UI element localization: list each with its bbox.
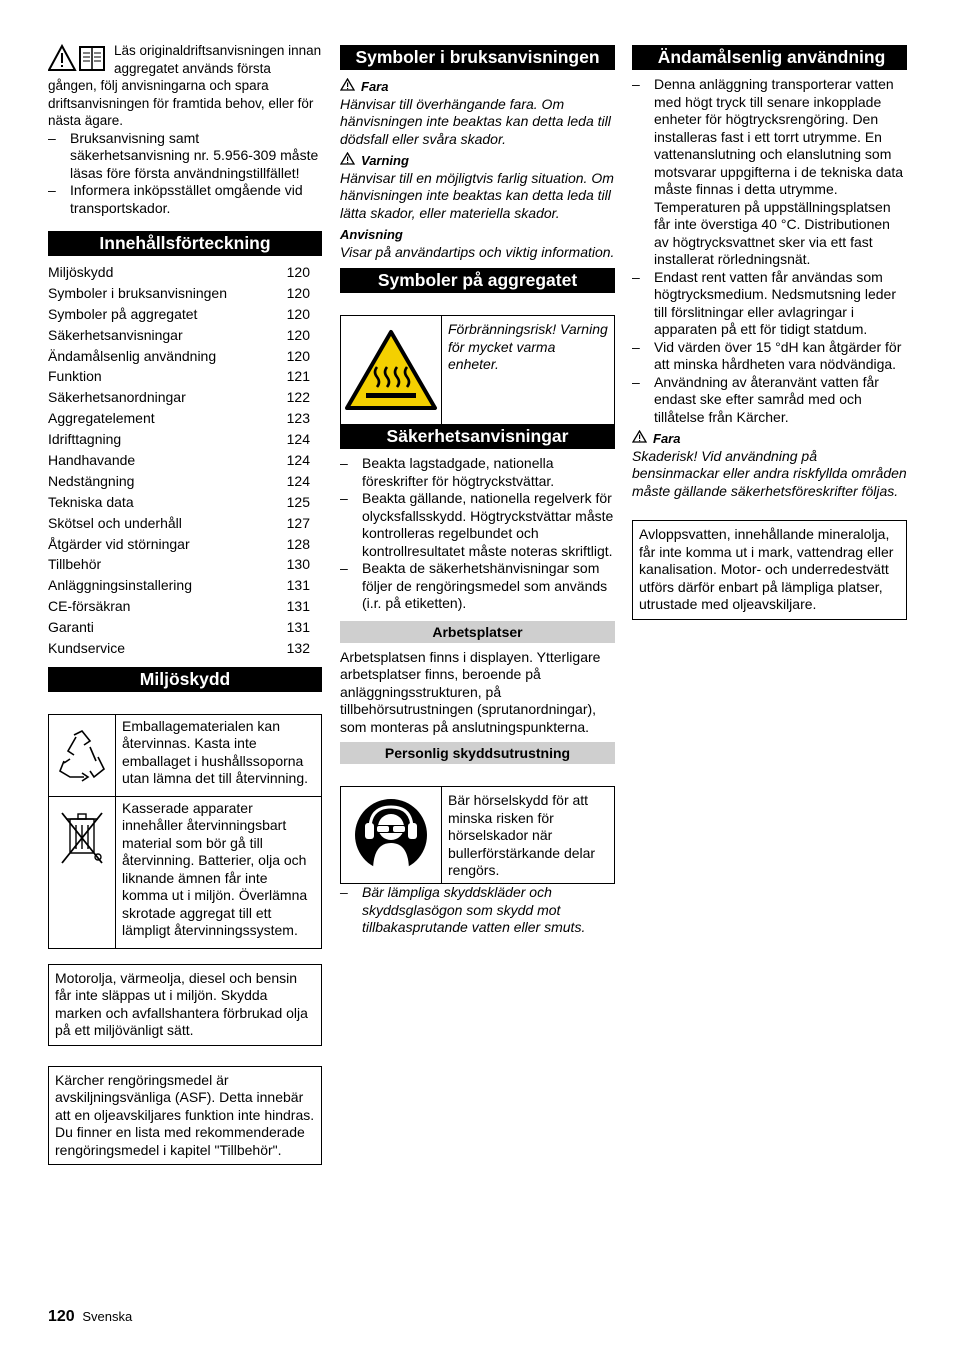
ppe-list	[340, 884, 615, 937]
ppe-symbol-table	[340, 786, 615, 884]
note-label: Anvisning	[340, 227, 403, 242]
table-cell: Emballagematerialen kan återvinnas. Kasta inte emballaget i hushållssoporna utan lämna det till återvinning.	[122, 717, 308, 787]
toc-entry-label: Symboler på aggregatet	[48, 305, 198, 322]
symbols-unit-heading: Symboler på aggregatet	[340, 268, 615, 293]
toc-entry-page: 121	[286, 368, 310, 385]
toc-entry-label: Skötsel och underhåll	[48, 514, 182, 531]
toc-entry-label: CE-försäkran	[48, 598, 131, 615]
toc-entry-label: Funktion	[48, 368, 102, 385]
toc-entry-page: 124	[286, 472, 310, 489]
toc-entry-label: Nedstängning	[48, 472, 135, 489]
toc-entry-label: Idrifttagning	[48, 431, 122, 448]
toc-entry-label: Tillbehör	[48, 556, 102, 573]
ppe-text: Bär hörselskydd för att minska risken för hörselskador när bullerförstärkande delar rengörs.	[448, 792, 596, 878]
list-item: – Beakta de säkerhetshänvisningar som följer de rengöringsmedel som används (i.r. på etiketten).	[340, 560, 615, 613]
toc-entry[interactable]	[48, 325, 322, 346]
toc-list	[48, 262, 322, 659]
column-left	[48, 40, 322, 1165]
purpose-list	[632, 76, 907, 426]
toc-entry-page: 122	[286, 389, 310, 406]
column-middle	[340, 40, 615, 937]
toc-entry-label: Garanti	[48, 619, 94, 636]
toc-entry-page: 124	[286, 431, 310, 448]
crossed-bin-icon	[49, 797, 116, 948]
toc-entry-label: Åtgärder vid störningar	[48, 535, 190, 552]
burn-symbol-table	[340, 315, 615, 424]
toc-entry[interactable]	[48, 387, 322, 408]
toc-entry-label: Aggregatelement	[48, 410, 155, 427]
toc-entry-page: 128	[286, 535, 310, 552]
list-item: – Endast rent vatten får användas som högtrycksmedium. Nedsmutsning leder till förslitningar eller avlagringar i apparaten på ett för tidigt statdum.	[632, 269, 907, 339]
intro-text: Läs originaldriftsanvisningen innan aggregatet används första gången, följ anvisningarna och spara driftsanvisningen för framtida behov, eller för nästa ägare.	[48, 43, 322, 128]
page-number: 120	[48, 1308, 75, 1325]
toc-entry-page: 131	[286, 619, 310, 636]
page-footer	[48, 1308, 132, 1326]
toc-entry-page: 120	[286, 347, 310, 364]
language-label: Svenska	[82, 1309, 133, 1324]
list-item: – Vid värden över 15 °dH kan åtgärder för att minska hårdheten vara nödvändiga.	[632, 339, 907, 374]
env-heading: Miljöskydd	[48, 667, 322, 692]
toc-entry[interactable]	[48, 429, 322, 450]
danger-label: Fara	[632, 430, 907, 448]
warning-label: Varning	[340, 152, 615, 170]
toc-heading: Innehållsförteckning	[48, 231, 322, 256]
toc-entry[interactable]	[48, 262, 322, 283]
warning-book-icon	[48, 44, 106, 77]
toc-entry-label: Handhavande	[48, 452, 136, 469]
warning-triangle-icon	[632, 430, 647, 448]
warning-triangle-icon	[340, 152, 355, 170]
list-item: – Denna anläggning transporterar vatten med högt tryck till senare inkopplade enheter för högtrycksrengöring. Den installeras fast i ett torrt utrymme. En vattenanslutning och elanslutning som motsvarar uppgifterna i de tekniska data måste finnas i detta utrymme. Temperaturen på uppställningsplatsen får inte överstiga 40 °C. Distributionen av högtrycksvattnet sker via ett fast installerat rörledningsnät.	[632, 76, 907, 269]
list-item: – Beakta lagstadgade, nationella föreskrifter för högtryckstvättar.	[340, 455, 615, 490]
toc-entry-page: 131	[286, 598, 310, 615]
table-cell: Kasserade apparater innehåller återvinningsbart material som bör gå till återvinning. Batterier, olja och liknande ämnen får inte komma ut i miljön. Överlämna skrotade aggregat till ett lämpligt återvinningssystem.	[122, 799, 308, 939]
warning-triangle-icon	[340, 78, 355, 96]
workplace-text: Arbetsplatsen finns i displayen. Ytterligare arbetsplatser finns, beroende på anläggningsstrukturen, på tillbehörsutrustningen (sprutanordningar), som monteras på anslutningspunkterna.	[340, 648, 601, 735]
recycle-icon	[49, 715, 116, 796]
toc-entry-label: Kundservice	[48, 640, 126, 657]
env-symbol-table	[48, 714, 322, 949]
toc-entry[interactable]	[48, 575, 322, 596]
toc-entry[interactable]	[48, 408, 322, 429]
list-item: – Informera inköpsstället omgående vid transportskador.	[48, 182, 322, 217]
safety-list	[340, 455, 615, 613]
intro-block	[48, 42, 322, 217]
symbols-manual-heading: Symboler i bruksanvisningen	[340, 45, 615, 70]
toc-entry-page: 132	[286, 640, 310, 657]
toc-entry-page: 124	[286, 452, 310, 469]
table-row	[49, 796, 321, 948]
list-item: – Beakta gällande, nationella regelverk för olycksfallsskydd. Högtryckstvättar måste kontrolleras regelbundet och kontrollresultatet måste noteras skriftligt.	[340, 490, 615, 560]
toc-entry[interactable]	[48, 492, 322, 513]
burn-text: Förbränningsrisk! Varning för mycket varma enheter.	[448, 321, 608, 372]
toc-entry-page: 131	[286, 577, 310, 594]
toc-entry-label: Miljöskydd	[48, 264, 114, 280]
toc-entry-page: 123	[286, 410, 310, 427]
toc-entry-page: 130	[286, 556, 310, 573]
toc-entry[interactable]	[48, 346, 322, 367]
toc-entry-label: Anläggningsinstallering	[48, 577, 192, 594]
toc-entry[interactable]	[48, 638, 322, 659]
ppe-heading: Personlig skyddsutrustning	[340, 742, 615, 764]
toc-entry-label: Tekniska data	[48, 493, 134, 510]
toc-entry[interactable]	[48, 471, 322, 492]
toc-entry-page: 120	[286, 264, 310, 280]
toc-entry[interactable]	[48, 513, 322, 534]
toc-entry-page: 127	[286, 514, 310, 531]
toc-entry[interactable]	[48, 366, 322, 387]
note-text: Visar på användartips och viktig information.	[340, 243, 615, 260]
hearing-protection-icon	[341, 787, 442, 883]
danger-text: Skaderisk! Vid användning på bensinmackar eller andra riskfyllda områden måste gällande säkerhetsföreskrifter följas.	[632, 447, 907, 499]
warning-text: Hänvisar till en möjligtvis farlig situation. Om hänvisningen inte beaktas kan detta leda till lätta skador, eller materiella skador.	[340, 169, 614, 221]
toc-entry[interactable]	[48, 304, 322, 325]
danger-text: Hänvisar till överhängande fara. Om hänvisningen inte beaktas kan detta leda till dödsfall eller svåra skador.	[340, 95, 611, 147]
toc-entry[interactable]	[48, 534, 322, 555]
list-item: – Användning av återanvänt vatten får endast ske efter samråd med och tillåtelse från Kärcher.	[632, 374, 907, 427]
toc-entry[interactable]	[48, 450, 322, 471]
toc-entry[interactable]	[48, 596, 322, 617]
toc-entry-label: Symboler i bruksanvisningen	[48, 284, 227, 301]
wastewater-notice-box: Avloppsvatten, innehållande mineralolja, får inte komma ut i mark, vattendrag eller kanalisation. Motor- och underredestvätt utförs därför enbart på lämpliga platser, utrustade med oljeavskiljare.	[632, 520, 907, 620]
toc-entry-page: 120	[286, 326, 310, 343]
toc-entry-label: Säkerhetsanordningar	[48, 389, 186, 406]
table-row	[49, 715, 321, 796]
column-right	[632, 40, 907, 620]
hot-surface-icon	[341, 316, 442, 424]
toc-entry[interactable]	[48, 283, 322, 304]
list-item: – Bär lämpliga skyddskläder och skyddsglasögon som skydd mot tillbakasprutande vatten eller smuts.	[340, 884, 615, 937]
list-item: – Bruksanvisning samt säkerhetsanvisning nr. 5.956-309 måste läsas före första användningstillfället!	[48, 130, 322, 183]
danger-label: Fara	[340, 78, 615, 96]
purpose-heading: Ändamålsenlig användning	[632, 45, 907, 70]
toc-entry-label: Säkerhetsanvisningar	[48, 326, 183, 343]
oil-notice-box: Motorolja, värmeolja, diesel och bensin får inte släppas ut i miljön. Skydda marken och avfallshantera förbrukad olja på ett miljövänligt sätt.	[48, 964, 322, 1046]
detergent-notice-box: Kärcher rengöringsmedel är avskiljningsvänliga (ASF). Detta innebär att en oljeavskiljares funktion inte hindras. Du finner en lista med rekommenderade rengöringsmedel i kapitel "Tillbehör".	[48, 1066, 322, 1166]
toc-entry-label: Ändamålsenlig användning	[48, 347, 217, 364]
toc-entry[interactable]	[48, 554, 322, 575]
toc-entry-page: 120	[286, 284, 310, 301]
toc-entry-page: 120	[286, 305, 310, 322]
toc-entry-page: 125	[286, 493, 310, 510]
toc-entry[interactable]	[48, 617, 322, 638]
workplace-heading: Arbetsplatser	[340, 621, 615, 643]
safety-heading: Säkerhetsanvisningar	[340, 424, 615, 449]
intro-list	[48, 130, 322, 218]
